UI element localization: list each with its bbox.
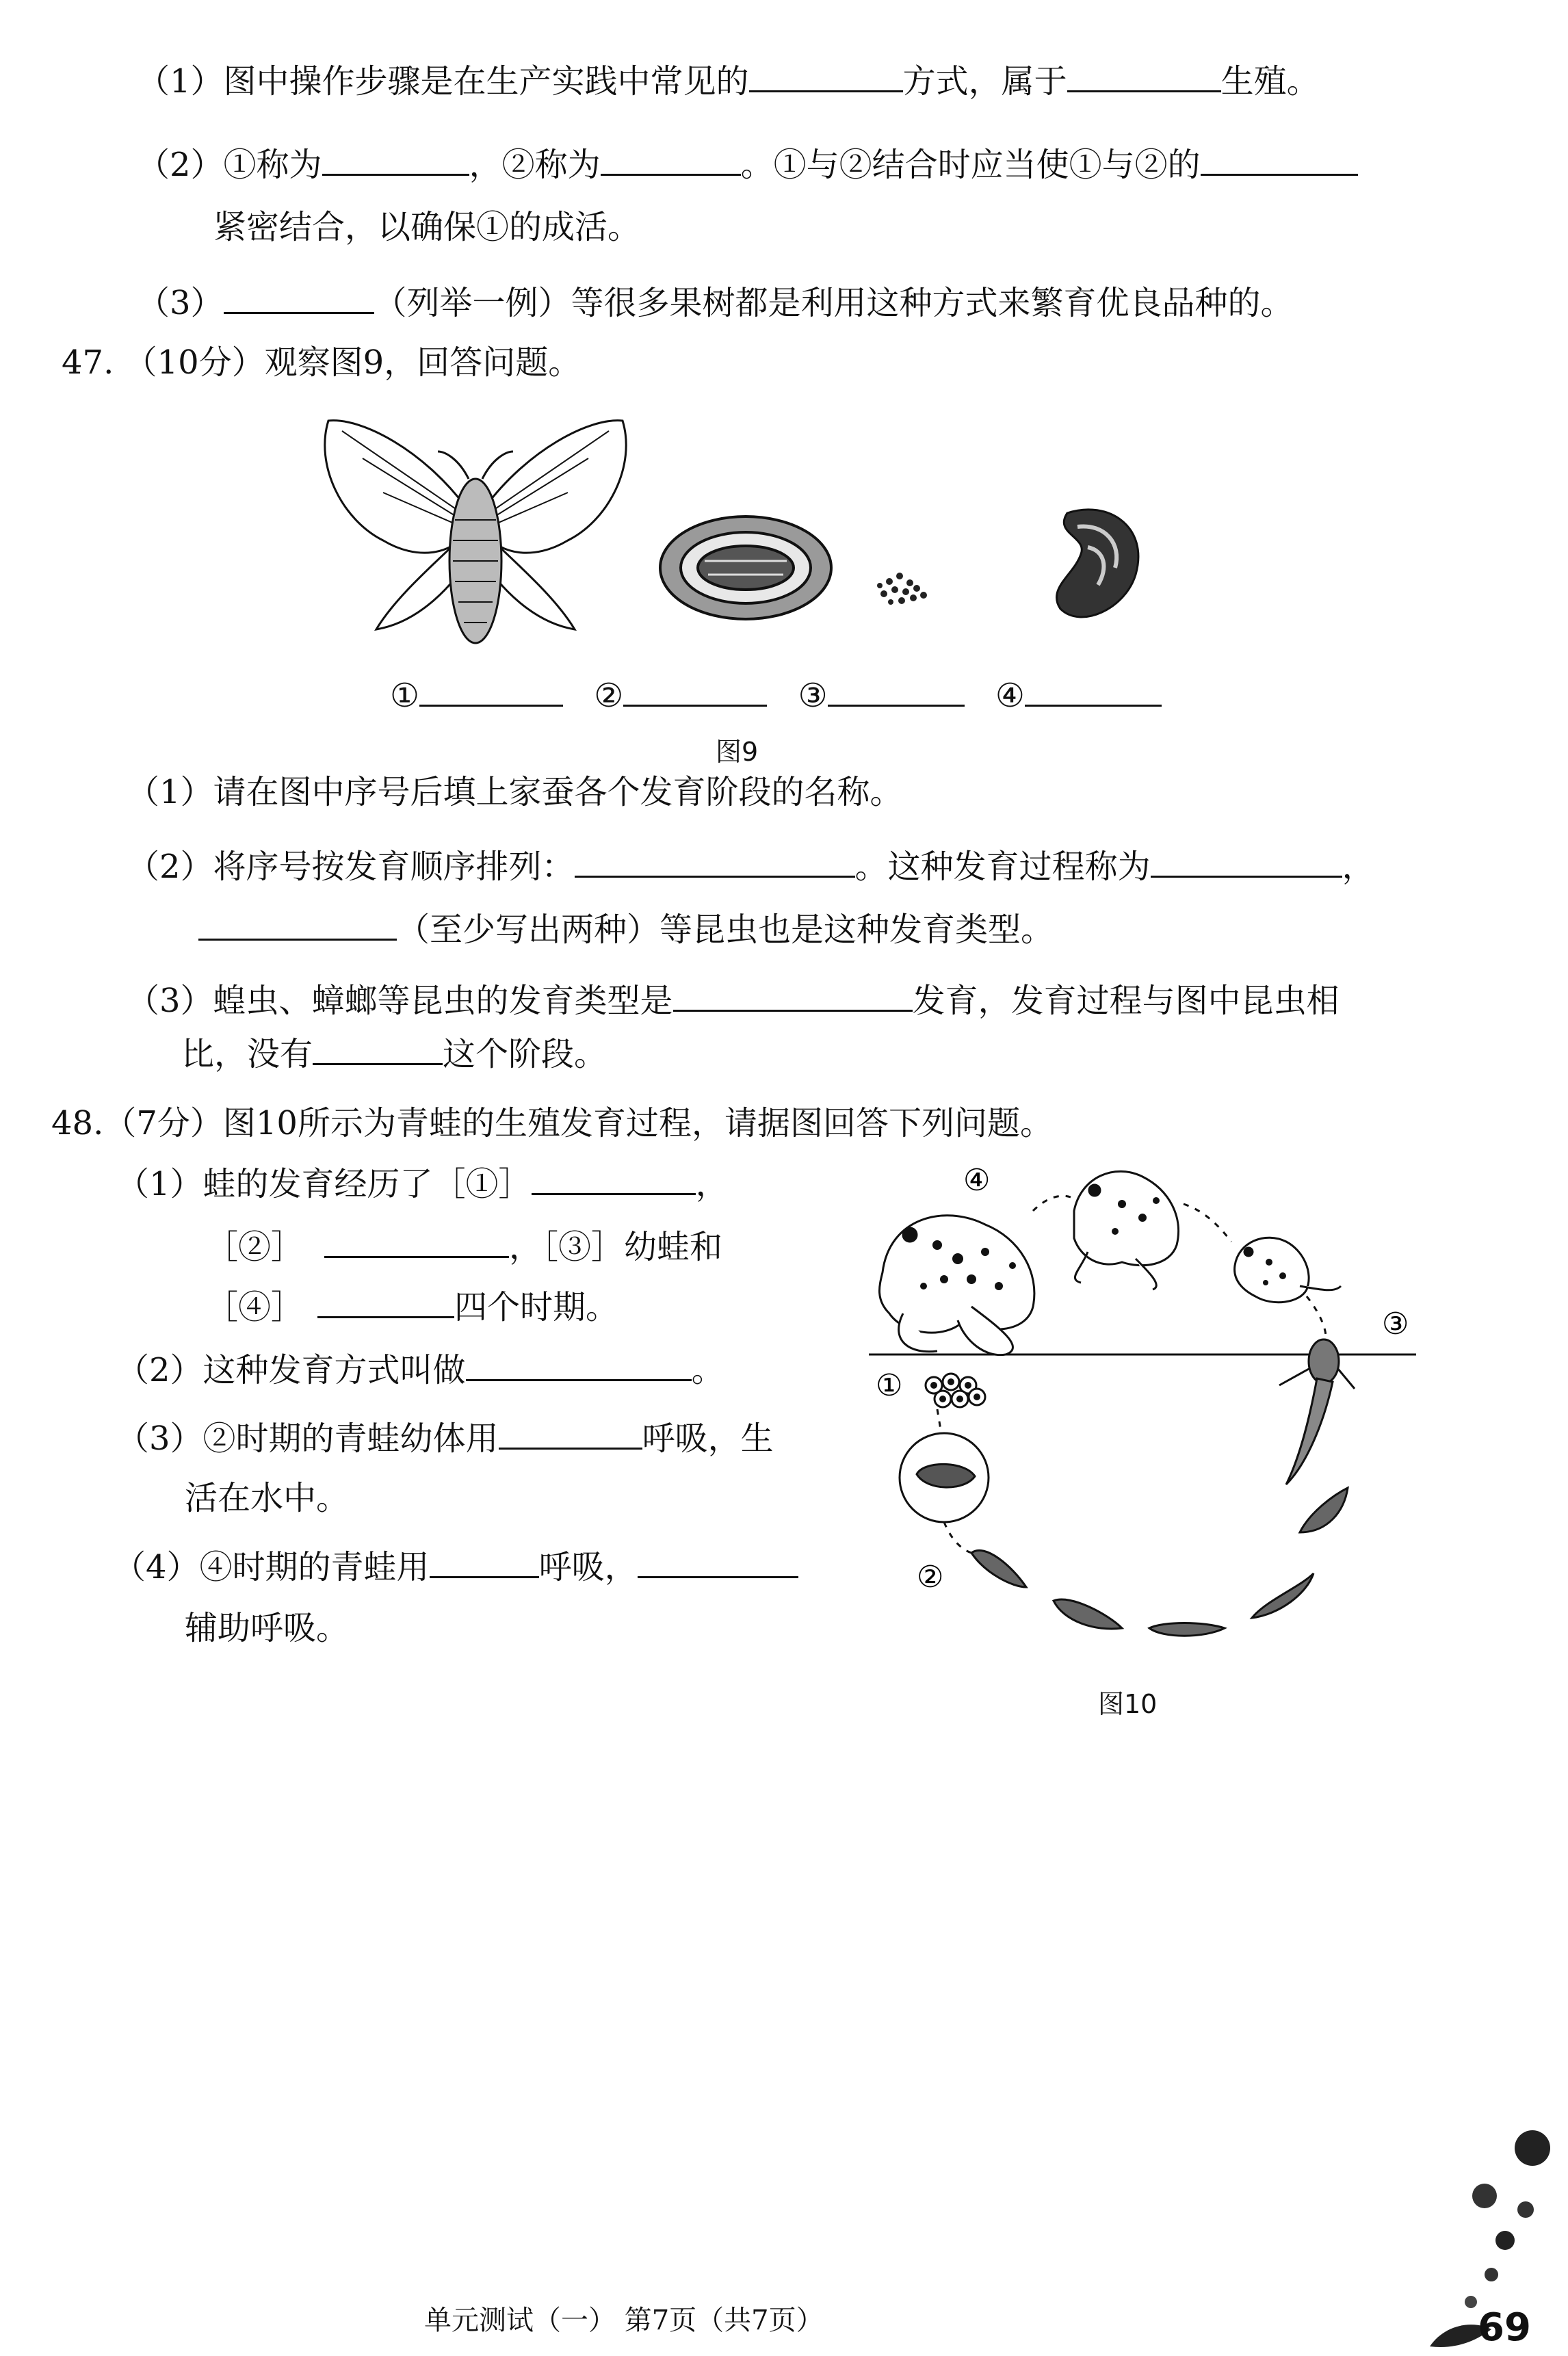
cocoon-illustration: [660, 516, 831, 619]
adult-frog-illustration: [880, 1216, 1034, 1355]
answer-blank[interactable]: [466, 1349, 692, 1381]
answer-blank[interactable]: [532, 1163, 696, 1195]
answer-blank[interactable]: [749, 60, 903, 92]
answer-blank[interactable]: [673, 980, 913, 1012]
answer-blank[interactable]: [623, 675, 767, 707]
q46-part3: （3） （列举一例）等很多果树都是利用这种方式来繁育优良品种的。: [137, 282, 1294, 324]
figure-9-silkworm-stages: [301, 404, 1204, 691]
figure-10-frog-life-cycle: [862, 1149, 1437, 1669]
q48-part1-line2: ［②］ ，［③］幼蛙和: [205, 1226, 722, 1268]
young-frog-illustration: [1074, 1171, 1179, 1290]
page-footer: 单元测试（一） 第7页（共7页）: [424, 2305, 824, 2336]
answer-blank[interactable]: [1151, 846, 1342, 878]
larva-illustration: [1056, 510, 1138, 617]
answer-blank[interactable]: [1025, 675, 1162, 707]
answer-blank[interactable]: [601, 144, 741, 176]
figure-10-label-1: ①: [876, 1368, 903, 1403]
q48-part4: （4）④时期的青蛙用 呼吸，: [113, 1546, 798, 1588]
embryo-illustration: [900, 1433, 989, 1522]
q48-part3: （3）②时期的青蛙幼体用 呼吸，生: [116, 1417, 774, 1459]
answer-blank[interactable]: [828, 675, 965, 707]
answer-blank[interactable]: [430, 1546, 539, 1578]
answer-blank[interactable]: [1067, 60, 1221, 92]
q48-part3-cont: 活在水中。: [185, 1479, 350, 1517]
eggs-illustration: [877, 573, 927, 605]
q48-heading: 48.（7分）图10所示为青蛙的生殖发育过程，请据图回答下列问题。: [51, 1104, 1053, 1142]
moth-illustration: [325, 421, 626, 643]
q47-heading: 47. （10分）观察图9，回答问题。: [62, 343, 582, 382]
figure-9-caption: 图9: [716, 737, 759, 767]
answer-blank[interactable]: [575, 846, 855, 878]
q48-part2: （2）这种发育方式叫做 。: [116, 1349, 724, 1391]
q47-part3: （3）蝗虫、蟑螂等昆虫的发育类型是 发育，发育过程与图中昆虫相: [127, 980, 1340, 1021]
tadpoles-illustration: [971, 1488, 1348, 1636]
q46-part1: （1）图中操作步骤是在生产实践中常见的 方式，属于 生殖。: [137, 60, 1320, 102]
q46-part2: （2）①称为 ，②称为 。①与②结合时应当使①与②的: [137, 144, 1358, 185]
figure-10-label-3: ③: [1382, 1307, 1409, 1341]
figure-10-caption: 图10: [1098, 1689, 1158, 1719]
figure-10-label-2: ②: [917, 1560, 944, 1595]
answer-blank[interactable]: [313, 1033, 443, 1065]
answer-blank[interactable]: [499, 1417, 642, 1450]
froglet-illustration: [1235, 1238, 1341, 1303]
answer-blank[interactable]: [198, 908, 397, 941]
answer-blank[interactable]: [224, 282, 374, 314]
answer-blank[interactable]: [419, 675, 563, 707]
answer-blank[interactable]: [317, 1286, 454, 1318]
q47-part2-cont: （至少写出两种）等昆虫也是这种发育类型。: [198, 908, 1054, 950]
metamorphosing-tadpole-illustration: [1279, 1339, 1355, 1484]
q46-part2-cont: 紧密结合，以确保①的成活。: [213, 208, 641, 246]
q48-part1: （1）蛙的发育经历了［①］ ，: [116, 1163, 729, 1205]
frog-eggs-illustration: [926, 1374, 985, 1407]
answer-blank[interactable]: [324, 1226, 509, 1258]
answer-blank[interactable]: [1201, 144, 1358, 176]
answer-blank[interactable]: [322, 144, 469, 176]
answer-blank[interactable]: [638, 1546, 798, 1578]
q48-part4-cont: 辅助呼吸。: [185, 1609, 350, 1647]
q47-part1: （1）请在图中序号后填上家蚕各个发育阶段的名称。: [127, 773, 903, 811]
q47-part2: （2）将序号按发育顺序排列： 。这种发育过程称为 ，: [127, 846, 1375, 887]
q48-part1-line3: ［④］ 四个时期。: [205, 1286, 618, 1328]
figure-10-label-4: ④: [963, 1163, 991, 1198]
page-number: 69: [1478, 2305, 1531, 2350]
figure-9-labels: ① ② ③ ④: [390, 675, 1162, 716]
q47-part3-cont: 比，没有 这个阶段。: [181, 1033, 607, 1075]
